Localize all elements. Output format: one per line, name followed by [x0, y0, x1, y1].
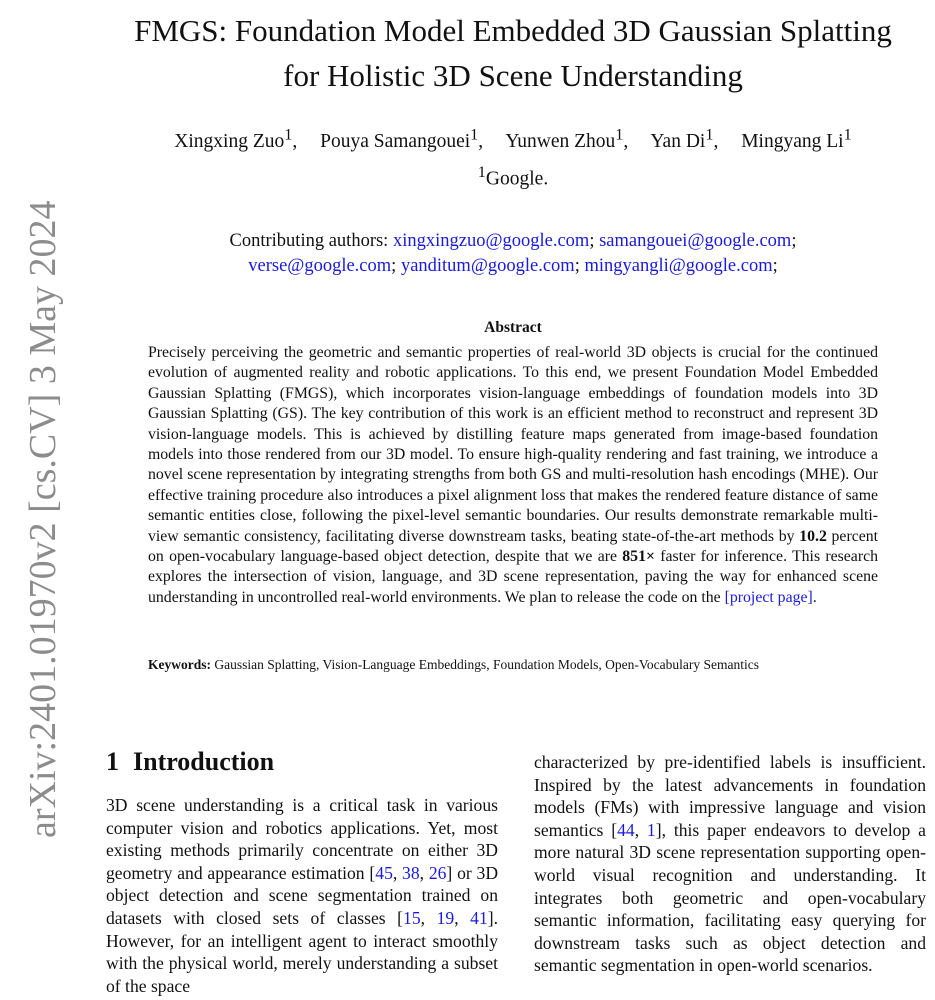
citation-link[interactable]: 1: [646, 819, 656, 840]
abstract-heading: Abstract: [484, 319, 542, 336]
arxiv-identifier: arXiv:2401.01970v2 [cs.CV] 3 May 2024: [22, 200, 64, 838]
title-line-1: FMGS: Foundation Model Embedded 3D Gaussian Splatting: [134, 13, 892, 48]
contributing-authors: Contributing authors: xingxingzuo@google.com; samangouei@google.com; verse@google.com; yanditum@google.com; mingyangli@google.com;: [229, 231, 797, 276]
affiliation: $^1$Google.: [477, 163, 549, 190]
citation-link[interactable]: 15: [403, 907, 421, 928]
citation-link[interactable]: 38: [402, 862, 420, 883]
email-link[interactable]: yanditum@google.com: [400, 256, 575, 276]
citation-link[interactable]: 26: [428, 862, 447, 883]
title-line-2: for Holistic 3D Scene Understanding: [283, 58, 743, 93]
email-link[interactable]: mingyangli@google.com: [584, 256, 773, 276]
contributing-label: Contributing authors:: [229, 231, 389, 251]
abstract-text: Precisely perceiving the geometric and semantic properties of real-world 3D objects is crucial for the continued evolution of augmented reality and robotic applications. To this end, we present Foundation Model Embedded Gaussian Splatting (FMGS), which incorporates vision-language embeddings of foundation models into 3D Gaussian Splatting (GS). The key contribution of this work is an efficient method to reconstruct and represent 3D vision-language models. This is achieved by distilling feature maps generated from image-based foundation models into those rendered from our 3D model. To ensure high-quality rendering and fast training, we introduce a novel scene representation by integrating strengths from both GS and multi-resolution hash encodings (MHE). Our effective training procedure also introduces a pixel alignment loss that makes the rendered feature distance of same semantic entities close, following the pixel-level semantic boundaries. Our results demonstrate remarkable multi-view semantic consistency, facilitating diverse downstream tasks, beating state-of-the-art methods by 10.2 percent on open-vocabulary language-based object detection, despite that we are 851× faster for inference. This research explores the intersection of vision, language, and 3D scene representation, paving the way for enhanced scene understanding in uncontrolled real-world environments. We plan to release the code on the [project page].: [148, 344, 879, 606]
email-link[interactable]: xingxingzuo@google.com: [392, 231, 590, 251]
author: Xingxing Zuo$^1$,: [174, 125, 298, 152]
email-link[interactable]: verse@google.com: [248, 256, 392, 276]
citation-link[interactable]: 19: [436, 907, 455, 928]
author: Yan Di$^1$,: [650, 125, 719, 152]
author-list: [100, 120, 926, 156]
paper-title: [100, 8, 926, 98]
email-link[interactable]: samangouei@google.com: [599, 231, 792, 251]
author: Pouya Samangouei$^1$,: [320, 125, 484, 152]
citation-link[interactable]: 45: [375, 862, 393, 883]
section-heading-introduction: 1 Introduction: [106, 747, 275, 776]
bold-value: 10.2: [799, 527, 827, 545]
author: Yunwen Zhou$^1$,: [505, 125, 629, 152]
keywords: Keywords: Gaussian Splatting, Vision-Language Embeddings, Foundation Models, Open-Vocabulary Semantics: [148, 657, 759, 672]
intro-text-right-column: characterized by pre-identified labels is insufficient. Inspired by the latest advancements in foundation models (FMs) with impressive language and vision semantics [44, 1], this paper endeavors to develop a more natural 3D scene representation supporting open-world visual recognition and understanding. It integrates both geometric and open-vocabulary semantic information, facilitating easy querying for downstream tasks such as object detection and semantic segmentation in open-world scenarios.: [534, 752, 926, 976]
bold-value: 851×: [622, 548, 655, 566]
citation-link[interactable]: 44: [617, 819, 635, 840]
keywords-label: Keywords:: [148, 657, 211, 672]
author: Mingyang Li$^1$: [741, 125, 852, 152]
citation-link[interactable]: 41: [470, 907, 488, 928]
intro-text-left-column: 3D scene understanding is a critical task in various computer vision and robotics applications. Yet, most existing methods primarily concentrate on either 3D geometry and appearance estimation [45, 38, 26] or 3D object detection and scene segmentation trained on datasets with closed sets of classes [15, 19, 41]. However, for an intelligent agent to interact smoothly with the physical world, merely understanding a subset of the space: [106, 795, 499, 996]
project-page-link[interactable]: [project page]: [724, 588, 813, 606]
